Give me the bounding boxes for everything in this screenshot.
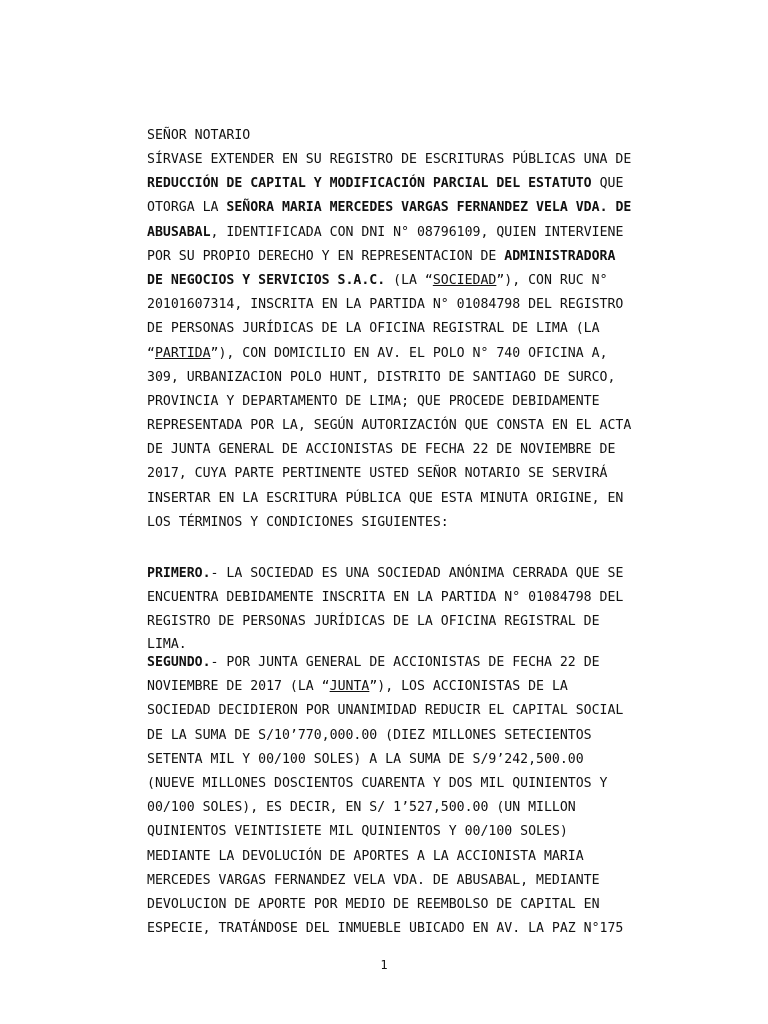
clause-line: QUINIENTOS VEINTISIETE MIL QUINIENTOS Y 00/100 SOLES) bbox=[147, 824, 568, 840]
company-name-part2: DE NEGOCIOS Y SERVICIOS S.A.C. bbox=[147, 272, 386, 288]
clause-line: MEDIANTE LA DEVOLUCIÓN DE APORTES A LA ACCIONISTA MARIA bbox=[147, 848, 584, 864]
clause-label: PRIMERO. bbox=[147, 566, 211, 581]
page-number: 1 bbox=[380, 958, 388, 972]
intro-paragraph bbox=[147, 148, 714, 535]
clause-line: MERCEDES VARGAS FERNANDEZ VELA VDA. DE ABUSABAL, MEDIANTE bbox=[147, 872, 600, 888]
intro-line: SÍRVASE EXTENDER EN SU REGISTRO DE ESCRITURAS PÚBLICAS UNA DE bbox=[147, 152, 632, 167]
intro-line: 309, URBANIZACION POLO HUNT, DISTRITO DE SANTIAGO DE SURCO, bbox=[147, 369, 616, 385]
clause-primero bbox=[147, 562, 714, 655]
clause-line: REGISTRO DE PERSONAS JURÍDICAS DE LA OFICINA REGISTRAL DE bbox=[147, 614, 600, 630]
clause-line: NOVIEMBRE DE 2017 (LA “JUNTA”), LOS ACCIONISTAS DE LA bbox=[147, 679, 568, 695]
defined-term-partida: PARTIDA bbox=[154, 345, 211, 361]
clause-line: DE LA SUMA DE S/10’770,000.00 (DIEZ MILLONES SETECIENTOS bbox=[147, 727, 592, 743]
company-name-part1: ADMINISTRADORA bbox=[504, 248, 616, 264]
defined-term-junta: JUNTA bbox=[329, 679, 370, 695]
clause-line: 00/100 SOLES), ES DECIR, EN S/ 1’527,500.00 (UN MILLON bbox=[147, 800, 576, 816]
intro-line: 2017, CUYA PARTE PERTINENTE USTED SEÑOR NOTARIO SE SERVIRÁ bbox=[147, 466, 608, 482]
clause-segundo bbox=[147, 651, 714, 941]
clause-line: ENCUENTRA DEBIDAMENTE INSCRITA EN LA PARTIDA N° 01084798 DEL bbox=[147, 590, 624, 606]
intro-line: INSERTAR EN LA ESCRITURA PÚBLICA QUE ESTA MINUTA ORIGINE, EN bbox=[147, 490, 624, 506]
salutation-block bbox=[147, 124, 714, 148]
grantor-surname: ABUSABAL bbox=[147, 224, 211, 240]
intro-line: DE NEGOCIOS Y SERVICIOS S.A.C. (LA “SOCIEDAD”), CON RUC N° bbox=[147, 272, 608, 288]
clause-line: SOCIEDAD DECIDIERON POR UNANIMIDAD REDUCIR EL CAPITAL SOCIAL bbox=[147, 703, 624, 719]
intro-line: DE JUNTA GENERAL DE ACCIONISTAS DE FECHA 22 DE NOVIEMBRE DE bbox=[147, 442, 616, 458]
clause-line: DEVOLUCION DE APORTE POR MEDIO DE REEMBOLSO DE CAPITAL EN bbox=[147, 896, 600, 912]
intro-line: REPRESENTADA POR LA, SEGÚN AUTORIZACIÓN QUE CONSTA EN EL ACTA bbox=[147, 418, 632, 434]
salutation: SEÑOR NOTARIO bbox=[147, 128, 251, 143]
clause-line: PRIMERO.- LA SOCIEDAD ES UNA SOCIEDAD ANÓNIMA CERRADA QUE SE bbox=[147, 566, 624, 581]
deed-type: REDUCCIÓN DE CAPITAL Y MODIFICACIÓN PARCIAL DEL ESTATUTO bbox=[147, 176, 592, 192]
clause-line: LIMA. bbox=[147, 636, 187, 652]
clause-label: SEGUNDO. bbox=[147, 655, 211, 670]
intro-line: DE PERSONAS JURÍDICAS DE LA OFICINA REGISTRAL DE LIMA (LA bbox=[147, 321, 600, 337]
clause-line: SETENTA MIL Y 00/100 SOLES) A LA SUMA DE S/9’242,500.00 bbox=[147, 751, 584, 767]
intro-line: PROVINCIA Y DEPARTAMENTO DE LIMA; QUE PROCEDE DEBIDAMENTE bbox=[147, 393, 600, 409]
intro-line: 20101607314, INSCRITA EN LA PARTIDA N° 01084798 DEL REGISTRO bbox=[147, 297, 624, 313]
intro-line: LOS TÉRMINOS Y CONDICIONES SIGUIENTES: bbox=[147, 514, 449, 530]
clause-line: ESPECIE, TRATÁNDOSE DEL INMUEBLE UBICADO EN AV. LA PAZ N°175 bbox=[147, 921, 624, 937]
grantor-name: SEÑORA MARIA MERCEDES VARGAS FERNANDEZ VELA VDA. DE bbox=[226, 200, 632, 216]
intro-line: OTORGA LA SEÑORA MARIA MERCEDES VARGAS FERNANDEZ VELA VDA. DE bbox=[147, 200, 632, 216]
defined-term-sociedad: SOCIEDAD bbox=[432, 272, 497, 288]
clause-line: SEGUNDO.- POR JUNTA GENERAL DE ACCIONISTAS DE FECHA 22 DE bbox=[147, 655, 600, 670]
intro-line: POR SU PROPIO DERECHO Y EN REPRESENTACION DE ADMINISTRADORA bbox=[147, 248, 616, 264]
intro-line: “PARTIDA”), CON DOMICILIO EN AV. EL POLO N° 740 OFICINA A, bbox=[147, 345, 608, 361]
intro-line: REDUCCIÓN DE CAPITAL Y MODIFICACIÓN PARCIAL DEL ESTATUTO QUE bbox=[147, 176, 624, 192]
intro-line: ABUSABAL, IDENTIFICADA CON DNI N° 08796109, QUIEN INTERVIENE bbox=[147, 224, 624, 240]
clause-line: (NUEVE MILLONES DOSCIENTOS CUARENTA Y DOS MIL QUINIENTOS Y bbox=[147, 775, 608, 791]
